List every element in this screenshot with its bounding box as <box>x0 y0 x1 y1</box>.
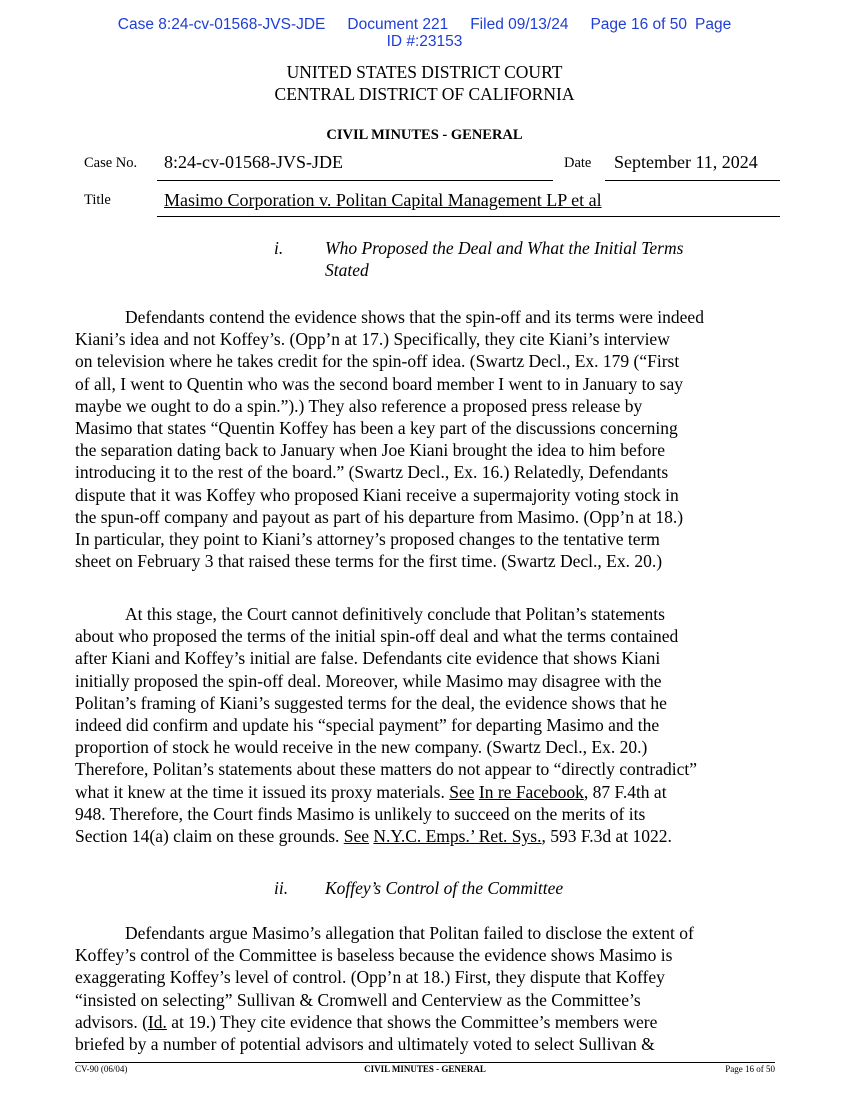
citation-id: Id. <box>147 1011 167 1032</box>
section-heading-ii <box>274 877 794 901</box>
minutes-title: CIVIL MINUTES - GENERAL <box>326 127 523 143</box>
section-title: Who Proposed the Deal and What the Initial Terms Stated <box>325 238 684 280</box>
title-label: Title <box>84 192 111 208</box>
date-label: Date <box>564 155 592 171</box>
section-heading-i <box>274 237 794 283</box>
stamp-page-word: Page <box>695 16 732 33</box>
section-number: i. <box>274 238 284 258</box>
case-no-value: 8:24-cv-01568-JVS-JDE <box>157 152 553 181</box>
filing-stamp <box>0 16 849 50</box>
paragraph-3: Defendants argue Masimo’s allegation that Politan failed to disclose the extent of Koffey’s control of the Committee is baseless because the evidence shows Masimo is exaggerating Koffey’s level of control. (Opp’n at 18.) First, they dispute that Koffey “insisted on selecting” Sullivan & Cromwell and Centerview as the Committee’s advisors. (Id. at 19.) They cite evidence that shows the Committee’s members were briefed by a number of potential advisors and ultimately voted to select Sullivan & <box>75 923 694 1055</box>
date-value: September 11, 2024 <box>605 152 780 181</box>
court-header <box>0 61 849 105</box>
title-value <box>157 190 780 217</box>
stamp-filed-date: Filed 09/13/24 <box>470 16 569 33</box>
citation-nyc: N.Y.C. Emps.’ Ret. Sys. <box>373 826 542 847</box>
stamp-id: ID #:23153 <box>386 33 463 50</box>
section-title: Koffey’s Control of the Committee <box>325 878 564 898</box>
footer-page-number: Page 16 of 50 <box>725 1064 775 1074</box>
case-title-row <box>84 190 780 218</box>
case-title: Masimo Corporation v. Politan Capital Management LP et al <box>164 190 602 210</box>
court-name: UNITED STATES DISTRICT COURT <box>286 62 563 82</box>
stamp-document: Document 221 <box>347 16 449 33</box>
stamp-case-number: Case 8:24-cv-01568-JVS-JDE <box>117 16 326 33</box>
footer-title: CIVIL MINUTES - GENERAL <box>364 1064 486 1074</box>
case-no-label: Case No. <box>84 155 138 171</box>
citation-facebook: In re Facebook <box>478 781 584 802</box>
citation-see: See <box>343 826 370 847</box>
paragraph-1: Defendants contend the evidence shows that the spin-off and its terms were indeed Kiani’s idea and not Koffey’s. (Opp’n at 17.) Specifically, they cite Kiani’s interview on television where he takes credit for the spin-off idea. (Swartz Decl., Ex. 179 (“First of all, I went to Quentin who was the second board member I went to in January to say maybe we ought to do a spin.”).) They also reference a proposed press release by Masimo that states “Quentin Koffey has been a key part of the discussions concerning the separation dating back to January when Joe Kiani brought the idea to him before introducing it to the rest of the board.” (Swartz Decl., Ex. 16.) Relatedly, Defendants dispute that it was Koffey who proposed Kiani receive a supermajority voting stock in the spun-off company and payout as part of his departure from Masimo. (Opp’n at 18.) In particular, they point to Kiani’s attorney’s proposed changes to the tentative term sheet on February 3 that raised these terms for the first time. (Swartz Decl., Ex. 20.) <box>75 307 704 572</box>
stamp-page: Page 16 of 50 <box>590 16 687 33</box>
section-number: ii. <box>274 878 289 898</box>
page-footer <box>75 1062 775 1077</box>
case-info-row <box>84 152 780 182</box>
court-district: CENTRAL DISTRICT OF CALIFORNIA <box>274 84 575 104</box>
citation-see: See <box>449 781 475 802</box>
paragraph-2: At this stage, the Court cannot definitively conclude that Politan’s statements about who proposed the terms of the initial spin-off deal and what the terms contained after Kiani and Koffey’s initial are false. Defendants cite evidence that shows Kiani initially proposed the spin-off deal. Moreover, while Masimo may disagree with the Politan’s framing of Kiani’s suggested terms for the deal, the evidence shows that he indeed did confirm and update his “special payment” for departing Masimo and the proportion of stock he would receive in the new company. (Swartz Decl., Ex. 20.) Therefore, Politan’s statements about these matters do not appear to “directly contradict” what it knew at the time it issued its proxy materials. See In re Facebook, 87 F.4th at 948. Therefore, the Court finds Masimo is unlikely to succeed on the merits of its Section 14(a) claim on these grounds. See N.Y.C. Emps.’ Ret. Sys., 593 F.3d at 1022. <box>75 604 698 847</box>
footer-form-number: CV-90 (06/04) <box>75 1064 128 1074</box>
